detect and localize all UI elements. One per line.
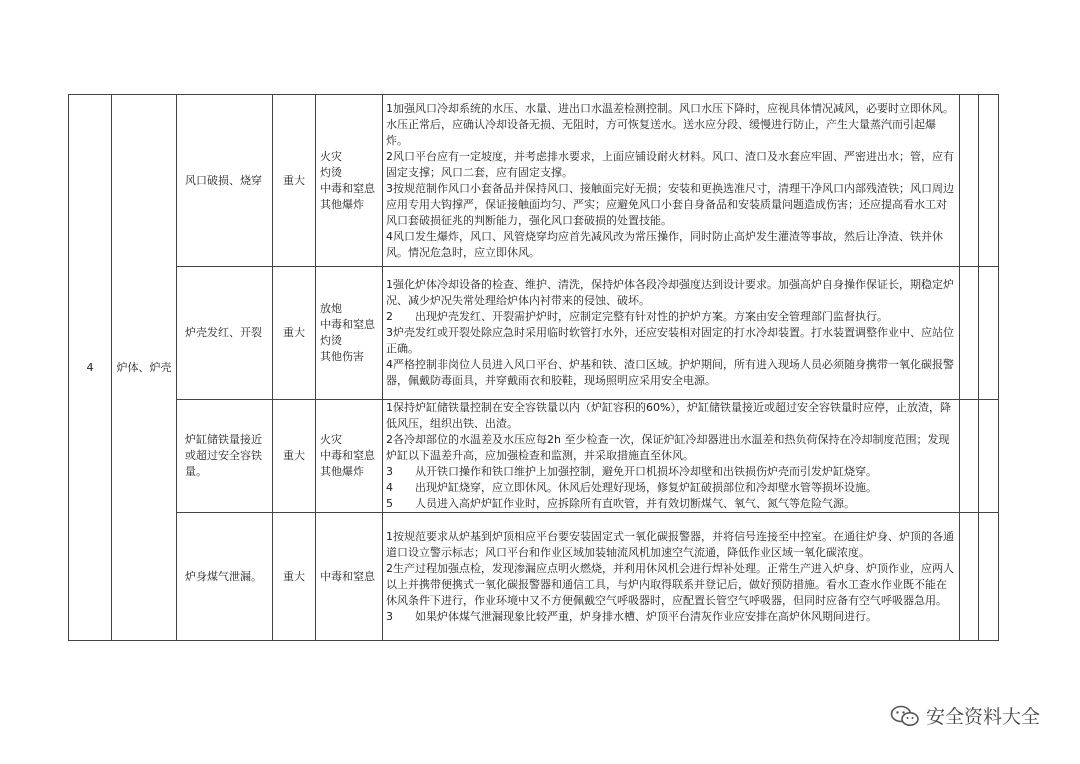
level-cell: 重大 <box>273 400 316 513</box>
accident-type: 中毒和窒息 <box>320 318 375 331</box>
table-row <box>69 400 999 513</box>
accident-types-cell <box>316 400 383 513</box>
hazard-cell: 炉壳发红、开裂 <box>177 267 273 400</box>
table-row <box>69 513 999 641</box>
hazard-cell: 风口破损、烧穿 <box>177 95 273 267</box>
watermark-text: 安全资料大全 <box>925 706 1040 728</box>
accident-type: 中毒和窒息 <box>320 569 375 583</box>
part-cell: 炉体、炉壳 <box>112 95 177 641</box>
measure-item: 4严格控制非岗位人员进入风口平台、炉基和铁、渣口区域。护炉期间，所有进入现场人员必须随身携带一氧化碳报警器，佩戴防毒面具，并穿戴雨衣和胶鞋，现场照明应采用安全电源。 <box>386 358 954 387</box>
measure-item: 4 出现炉缸烧穿，应立即休风。休风后处理好现场，修复炉缸破损部位和冷却壁水管等损坏设施。 <box>386 481 877 494</box>
blank-cell <box>979 400 999 513</box>
watermark <box>890 702 1040 729</box>
measures-cell <box>383 513 960 641</box>
accident-type: 其他爆炸 <box>320 197 364 211</box>
blank-cell <box>960 400 979 513</box>
table-row <box>69 267 999 400</box>
wechat-icon <box>890 705 920 727</box>
accident-type: 灼烫 <box>320 165 342 179</box>
accident-type: 其他伤害 <box>320 350 364 363</box>
accident-type: 火灾 <box>320 433 342 446</box>
blank-cell <box>960 513 979 641</box>
measures-cell <box>383 95 960 267</box>
table-row <box>69 95 999 267</box>
accident-types-cell <box>316 267 383 400</box>
hazard-cell: 炉缸储铁量接近或超过安全容铁量。 <box>177 400 273 513</box>
level-cell: 重大 <box>273 95 316 267</box>
measure-item: 1保持炉缸储铁量控制在安全容铁量以内（炉缸容积的60%），炉缸储铁量接近或超过安全容铁量时应停，止放渣，降低风压，组织出铁、出渣。 <box>386 401 951 430</box>
measure-item: 1加强风口冷却系统的水压、水量、进出口水温差检测控制。风口水压下降时，应视具体情况减风，必要时立即休风。水压正常后，应确认冷却设备无损、无阻时，方可恢复送水。送水应分段、缓慢进行防止，产生大量蒸汽而引起爆炸。 <box>386 101 954 147</box>
measure-item: 3炉壳发红或开裂处除应急时采用临时软管打水外，还应安装相对固定的打水冷却装置。打水装置调整作业中、应站位正确。 <box>386 326 954 355</box>
accident-type: 中毒和窒息 <box>320 449 375 462</box>
hazard-cell: 炉身煤气泄漏。 <box>177 513 273 641</box>
level-cell: 重大 <box>273 513 316 641</box>
measure-item: 5 人员进入高炉炉缸作业时，应拆除所有直吹管，并有效切断煤气、氧气、氮气等危险气源。 <box>386 497 855 510</box>
accident-types-cell <box>316 513 383 641</box>
measures-cell <box>383 400 960 513</box>
blank-cell <box>979 95 999 267</box>
accident-type: 中毒和窒息 <box>320 181 375 195</box>
accident-types-cell <box>316 95 383 267</box>
measure-item: 4风口发生爆炸，风口、风管烧穿均应首先减风改为常压操作，同时防止高炉发生灌渣等事故，然后让净渣、铁并休风。情况危急时，应立即休风。 <box>386 229 943 259</box>
measure-item: 2生产过程加强点检，发现渗漏应点明火燃烧，并利用休风机会进行焊补处理。正常生产进入炉身、炉顶作业，应两人以上并携带便携式一氧化碳报警器和通信工具，与炉内取得联系并登记后，做好预防措施。看水工查水作业既不能在休风条件下进行，作业环境中又不方便佩戴空气呼吸器时，应配置长管空气呼吸器，但同时应备有空气呼吸器急用。 <box>386 561 954 607</box>
level-cell: 重大 <box>273 267 316 400</box>
blank-cell <box>960 267 979 400</box>
accident-type: 其他爆炸 <box>320 465 364 478</box>
accident-type: 火灾 <box>320 149 342 163</box>
blank-cell <box>960 95 979 267</box>
measure-item: 2风口平台应有一定坡度，并考虑排水要求，上面应铺设耐火材料。风口、渣口及水套应牢固、严密进出水；管，应有固定支撑；风口二套，应有固定支撑。 <box>386 149 954 179</box>
measure-item: 3 从开铁口操作和铁口维护上加强控制，避免开口机损坏冷却壁和出铁损伤炉壳而引发炉缸烧穿。 <box>386 465 877 478</box>
measures-cell <box>383 267 960 400</box>
measure-item: 1按规范要求从炉基到炉顶相应平台要安装固定式一氧化碳报警器，并将信号连接至中控室。在通往炉身、炉顶的各通道口设立警示标志；风口平台和作业区域加装轴流风机加速空气流通，降低作业区域一氧化碳浓度。 <box>386 529 954 559</box>
row-number-cell: 4 <box>69 95 112 641</box>
risk-table <box>68 94 999 641</box>
measure-item: 3 如果炉体煤气泄漏现象比较严重，炉身排水槽、炉顶平台清灰作业应安排在高炉休风期间进行。 <box>386 609 877 623</box>
blank-cell <box>979 267 999 400</box>
measure-item: 2 出现炉壳发红、开裂需护炉时，应制定完整有针对性的护炉方案。方案由安全管理部门监督执行。 <box>386 310 888 323</box>
measure-item: 2各冷却部位的水温差及水压应每2h 至少检查一次，保证炉缸冷却器进出水温差和热负荷保持在冷却制度范围；发现炉缸以下温差升高，应加强检查和监测，并采取措施直至休风。 <box>386 433 950 462</box>
accident-type: 灼烫 <box>320 334 342 347</box>
accident-type: 放炮 <box>320 302 342 315</box>
measure-item: 3按规范制作风口小套备品并保持风口、接触面完好无损；安装和更换选准尺寸，清理干净风口内部残渣铁；风口周边应用专用大钩撑严，保证接触面均匀、严实；应避免风口小套自身备品和安装质量问题造成伤害；还应提高看水工对风口套破损征兆的判断能力，强化风口套破损的处置技能。 <box>386 181 954 227</box>
blank-cell <box>979 513 999 641</box>
measure-item: 1强化炉体冷却设备的检查、维护、清洗，保持炉体各段冷却强度达到设计要求。加强高炉自身操作保证长，期稳定炉况、减少炉况失常处理给炉体内衬带来的侵蚀、破坏。 <box>386 278 954 307</box>
